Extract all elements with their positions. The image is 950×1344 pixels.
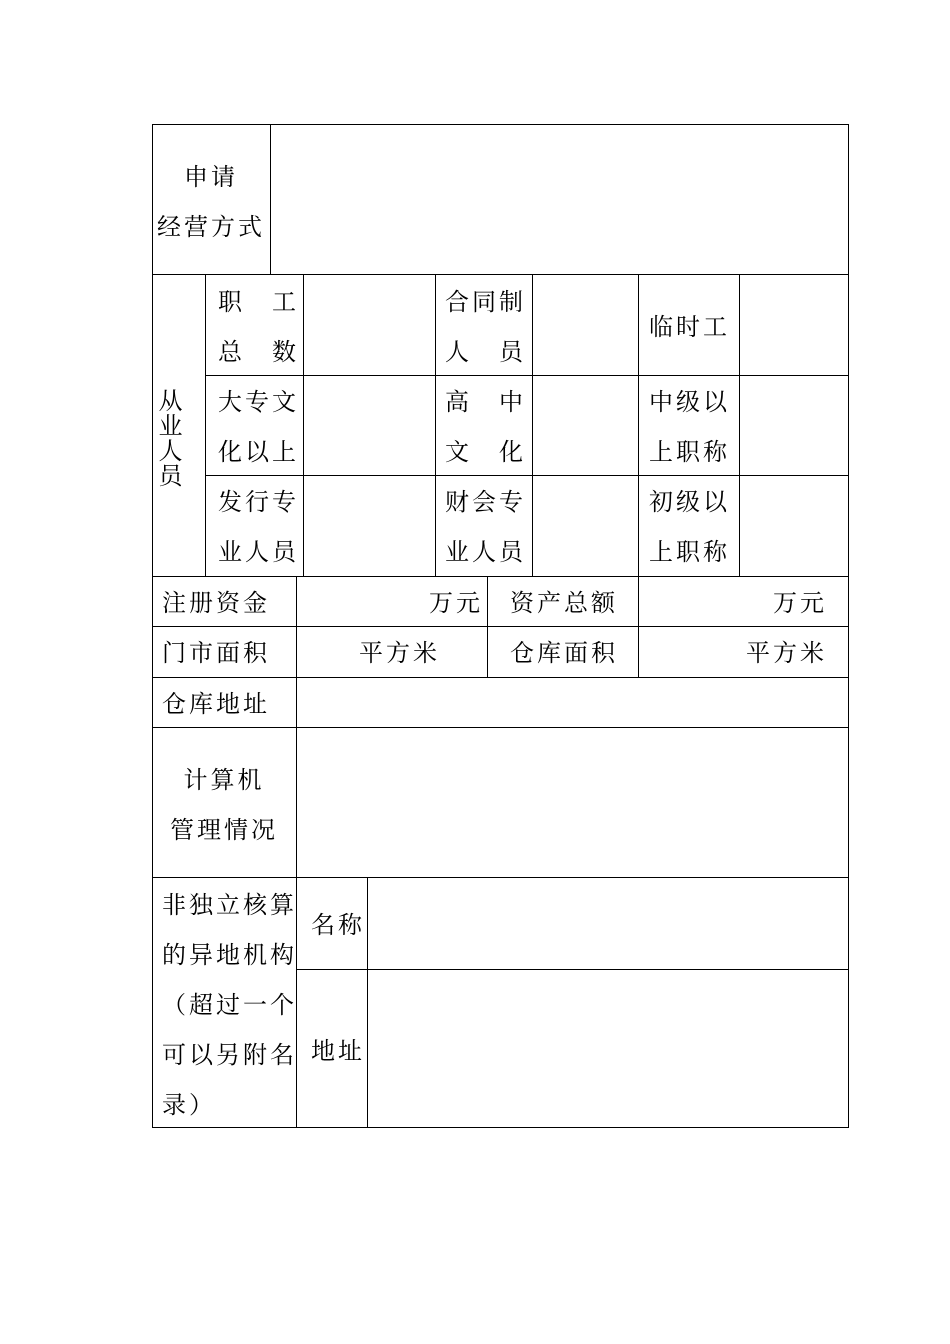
- unit-label: 平方米: [359, 639, 440, 667]
- label-line: 非独立核算: [162, 891, 297, 919]
- label-line: 初级以: [649, 488, 730, 516]
- label-line: 职 工: [218, 288, 299, 316]
- total-assets-label: 资产总额: [510, 589, 618, 617]
- branch-address-field[interactable]: [368, 970, 848, 1127]
- label-line: 业人员: [445, 538, 526, 566]
- staff-group-label: [152, 389, 192, 489]
- label-line: 业人员: [218, 538, 299, 566]
- label-char: 业: [158, 412, 186, 440]
- high-school-label: [445, 377, 526, 477]
- contract-staff-field[interactable]: [533, 275, 638, 375]
- branch-label: [162, 880, 297, 1130]
- finance-staff-label: [445, 477, 526, 577]
- label-line: 文 化: [445, 438, 526, 466]
- warehouse-area-field[interactable]: [639, 628, 827, 678]
- junior-title-label: [649, 477, 730, 577]
- label-char: 人: [158, 437, 186, 465]
- computer-management-field[interactable]: [297, 728, 848, 877]
- label-line: （超过一个: [162, 991, 297, 1019]
- unit-label: 万元: [773, 589, 827, 617]
- college-label: [218, 377, 299, 477]
- unit-label: 平方米: [746, 639, 827, 667]
- label-line: 总 数: [218, 338, 299, 366]
- warehouse-area-label: 仓库面积: [510, 639, 618, 667]
- high-school-field[interactable]: [533, 376, 638, 475]
- label-line: 上职称: [649, 538, 730, 566]
- finance-staff-field[interactable]: [533, 476, 638, 576]
- staff-total-field[interactable]: [304, 275, 435, 375]
- computer-management-label: [152, 755, 296, 855]
- warehouse-address-label: 仓库地址: [162, 690, 270, 718]
- branch-name-field[interactable]: [368, 878, 848, 969]
- col-divider: [205, 274, 206, 577]
- publishing-staff-label: [218, 477, 299, 577]
- mid-title-label: [649, 377, 730, 477]
- college-field[interactable]: [304, 376, 435, 475]
- label-line: 经营方式: [157, 213, 265, 241]
- temp-staff-label: 临时工: [649, 313, 730, 341]
- registered-capital-field[interactable]: [297, 578, 483, 628]
- label-line: 管理情况: [170, 816, 278, 844]
- label-char: 员: [158, 462, 186, 490]
- label-line: 中级以: [649, 388, 730, 416]
- label-line: 高 中: [445, 388, 526, 416]
- label-line: 人 员: [445, 338, 526, 366]
- temp-staff-field[interactable]: [740, 275, 848, 375]
- label-line: 发行专: [218, 488, 299, 516]
- label-line: 大专文: [218, 388, 299, 416]
- publishing-staff-field[interactable]: [304, 476, 435, 576]
- total-assets-field[interactable]: [639, 578, 827, 628]
- contract-staff-label: [445, 277, 526, 377]
- business-mode-field[interactable]: [271, 125, 848, 274]
- staff-total-label: [218, 277, 299, 377]
- branch-name-label: 名称: [311, 911, 365, 939]
- store-area-label: 门市面积: [162, 639, 270, 667]
- store-area-field[interactable]: [297, 628, 502, 678]
- label-char: 从: [158, 387, 186, 415]
- label-line: 化以上: [218, 438, 299, 466]
- label-line: 合同制: [445, 288, 526, 316]
- branch-address-label: 地址: [311, 1037, 365, 1065]
- col-divider: [638, 274, 639, 577]
- warehouse-address-field[interactable]: [297, 678, 848, 727]
- label-line: 财会专: [445, 488, 526, 516]
- junior-title-field[interactable]: [740, 476, 848, 576]
- label-line: 可以另附名: [162, 1041, 297, 1069]
- unit-label: 万元: [429, 589, 483, 617]
- label-line: 计算机: [183, 766, 265, 794]
- label-line: 录）: [162, 1091, 216, 1119]
- label-line: 申请: [184, 163, 238, 191]
- mid-title-field[interactable]: [740, 376, 848, 475]
- registered-capital-label: 注册资金: [162, 589, 270, 617]
- business-mode-label: [152, 152, 270, 252]
- label-line: 上职称: [649, 438, 730, 466]
- label-line: 的异地机构: [162, 941, 297, 969]
- col-divider: [435, 274, 436, 577]
